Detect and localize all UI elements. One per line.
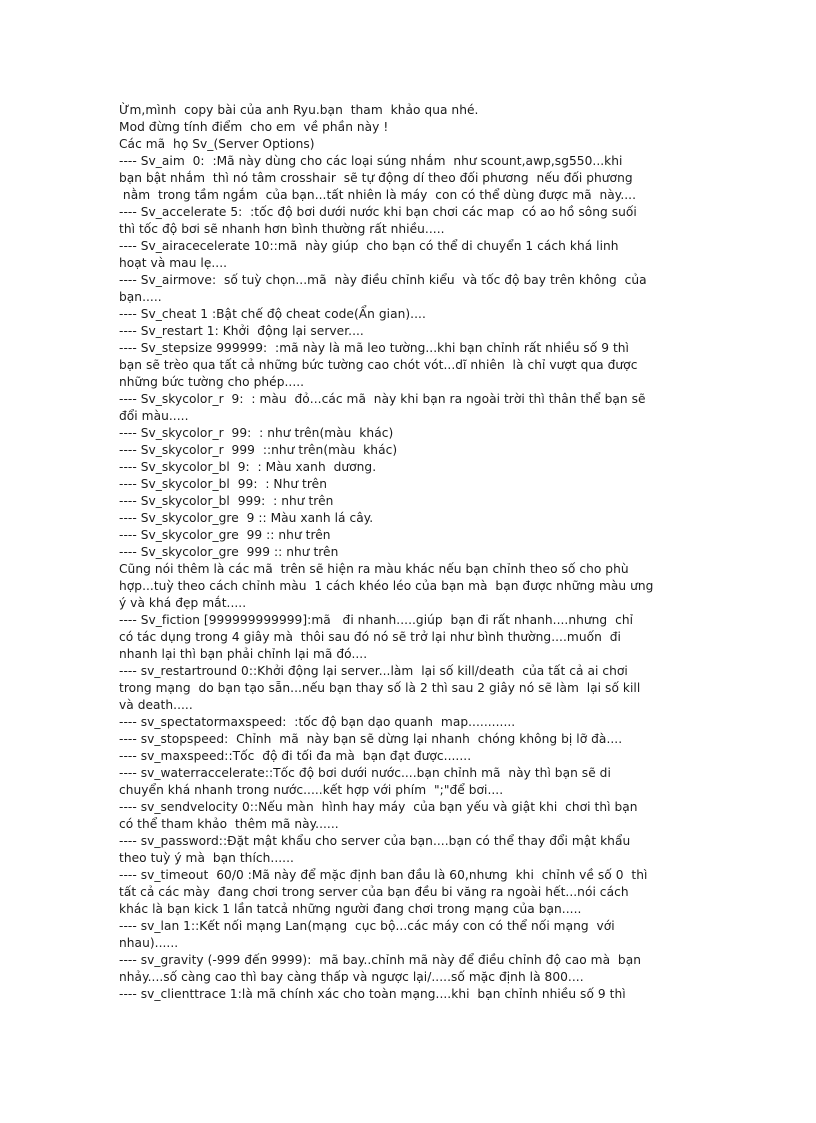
text-line: nhảy....số càng cao thì bay càng thấp và ngược lại/.....số mặc định là 800....	[119, 970, 584, 984]
text-line: Ừm,mình copy bài của anh Ryu.bạn tham khảo qua nhé.	[119, 103, 479, 117]
text-line: ---- Sv_skycolor_gre 99 :: như trên	[119, 528, 331, 542]
text-line: ---- Sv_airmove: số tuỳ chọn...mã này điều chỉnh kiểu và tốc độ bay trên không của	[119, 273, 647, 287]
text-line: và death.....	[119, 698, 193, 712]
text-line: Cũng nói thêm là các mã trên sẽ hiện ra màu khác nếu bạn chỉnh theo số cho phù	[119, 562, 629, 576]
text-line: ---- sv_stopspeed: Chỉnh mã này bạn sẽ dừng lại nhanh chóng không bị lỡ đà....	[119, 732, 623, 746]
text-line: những bức tường cho phép.....	[119, 375, 305, 389]
text-line: bạn sẽ trèo qua tất cả những bức tường cao chót vót...dĩ nhiên là chỉ vượt qua được	[119, 358, 638, 372]
text-line: ---- Sv_stepsize 999999: :mã này là mã leo tường...khi bạn chỉnh rất nhiều số 9 thì	[119, 341, 629, 355]
text-line: ---- sv_maxspeed::Tốc độ đi tối đa mà bạn đạt được.......	[119, 749, 472, 763]
text-line: ---- Sv_skycolor_bl 999: : như trên	[119, 494, 334, 508]
text-line: ---- sv_waterraccelerate::Tốc độ bơi dưới nước....bạn chỉnh mã này thì bạn sẽ di	[119, 766, 611, 780]
text-line: ý và khá đẹp mắt.....	[119, 596, 247, 610]
document-body	[119, 102, 699, 1003]
text-line: ---- Sv_cheat 1 :Bật chế độ cheat code(Ẩn gian)....	[119, 307, 426, 321]
text-line: nằm trong tầm ngắm của bạn...tất nhiên là máy con có thể dùng được mã này....	[119, 188, 637, 202]
text-line: bạn bật nhắm thì nó tâm crosshair sẽ tự động dí theo đối phương nếu đối phương	[119, 171, 633, 185]
text-line: theo tuỳ ý mà bạn thích......	[119, 851, 294, 865]
text-line: ---- sv_lan 1::Kết nối mạng Lan(mạng cục bộ...các máy con có thể nối mạng với	[119, 919, 615, 933]
text-line: nhanh lại thì bạn phải chỉnh lại mã đó....	[119, 647, 368, 661]
text-line: chuyển khá nhanh trong nước.....kết hợp với phím ";"để bơi....	[119, 783, 504, 797]
text-line: ---- sv_password::Đặt mật khẩu cho server của bạn....bạn có thể thay đổi mật khẩu	[119, 834, 631, 848]
text-line: ---- sv_gravity (-999 đến 9999): mã bay..chỉnh mã này để điều chỉnh độ cao mà bạn	[119, 953, 642, 967]
text-line: Mod đừng tính điểm cho em về phần này !	[119, 120, 389, 134]
text-line: ---- Sv_aim 0: :Mã này dùng cho các loại súng nhắm như scount,awp,sg550...khi	[119, 154, 623, 168]
text-line: thì tốc độ bơi sẽ nhanh hơn bình thường rất nhiều.....	[119, 222, 445, 236]
text-line: ---- Sv_skycolor_r 9: : màu đỏ...các mã này khi bạn ra ngoài trời thì thân thể bạn sẽ	[119, 392, 646, 406]
text-line: trong mạng do bạn tạo sẵn...nếu bạn thay số là 2 thì sau 2 giây nó sẽ làm lại số kill	[119, 681, 641, 695]
text-line: nhau)......	[119, 936, 179, 950]
text-line: có thể tham khảo thêm mã này......	[119, 817, 339, 831]
text-line: tất cả các mày đang chơi trong server của bạn đều bi văng ra ngoài hết...nói cách	[119, 885, 629, 899]
text-line: ---- Sv_skycolor_r 99: : như trên(màu khác)	[119, 426, 394, 440]
text-line: ---- Sv_skycolor_gre 999 :: như trên	[119, 545, 339, 559]
text-line: ---- Sv_skycolor_bl 99: : Như trên	[119, 477, 327, 491]
text-line: ---- sv_timeout 60/0 :Mã này để mặc định ban đầu là 60,nhưng khi chỉnh về số 0 thì	[119, 868, 648, 882]
text-line: ---- sv_spectatormaxspeed: :tốc độ bạn dạo quanh map............	[119, 715, 516, 729]
text-line: ---- Sv_airacecelerate 10::mã này giúp cho bạn có thể di chuyển 1 cách khá linh	[119, 239, 619, 253]
text-line: có tác dụng trong 4 giây mà thôi sau đó nó sẽ trở lại như bình thường....muốn đi	[119, 630, 621, 644]
text-line: ---- Sv_skycolor_r 999 ::như trên(màu khác)	[119, 443, 398, 457]
text-line: hoạt và mau lẹ....	[119, 256, 228, 270]
text-line: ---- sv_restartround 0::Khởi động lại server...làm lại số kill/death của tất cả ai chơi	[119, 664, 628, 678]
text-line: hợp...tuỳ theo cách chỉnh màu 1 cách khéo léo của bạn mà bạn được những màu ưng	[119, 579, 654, 593]
text-line: đổi màu.....	[119, 409, 189, 423]
text-line: ---- Sv_skycolor_gre 9 :: Màu xanh lá cây.	[119, 511, 374, 525]
text-line: ---- sv_sendvelocity 0::Nếu màn hình hay máy của bạn yếu và giật khi chơi thì bạn	[119, 800, 638, 814]
text-line: ---- Sv_accelerate 5: :tốc độ bơi dưới nước khi bạn chơi các map có ao hồ sông suối	[119, 205, 637, 219]
text-line: ---- Sv_restart 1: Khởi động lại server....	[119, 324, 364, 338]
text-line: khác là bạn kick 1 lần tatcả những người đang chơi trong mạng của bạn.....	[119, 902, 582, 916]
text-line: ---- Sv_skycolor_bl 9: : Màu xanh dương.	[119, 460, 377, 474]
text-line: Các mã họ Sv_(Server Options)	[119, 137, 315, 151]
text-line: ---- sv_clienttrace 1:là mã chính xác cho toàn mạng....khi bạn chỉnh nhiều số 9 thì	[119, 987, 626, 1001]
text-line: bạn.....	[119, 290, 162, 304]
text-line: ---- Sv_fiction [999999999999]:mã đi nhanh.....giúp bạn đi rất nhanh....nhưng chỉ	[119, 613, 634, 627]
